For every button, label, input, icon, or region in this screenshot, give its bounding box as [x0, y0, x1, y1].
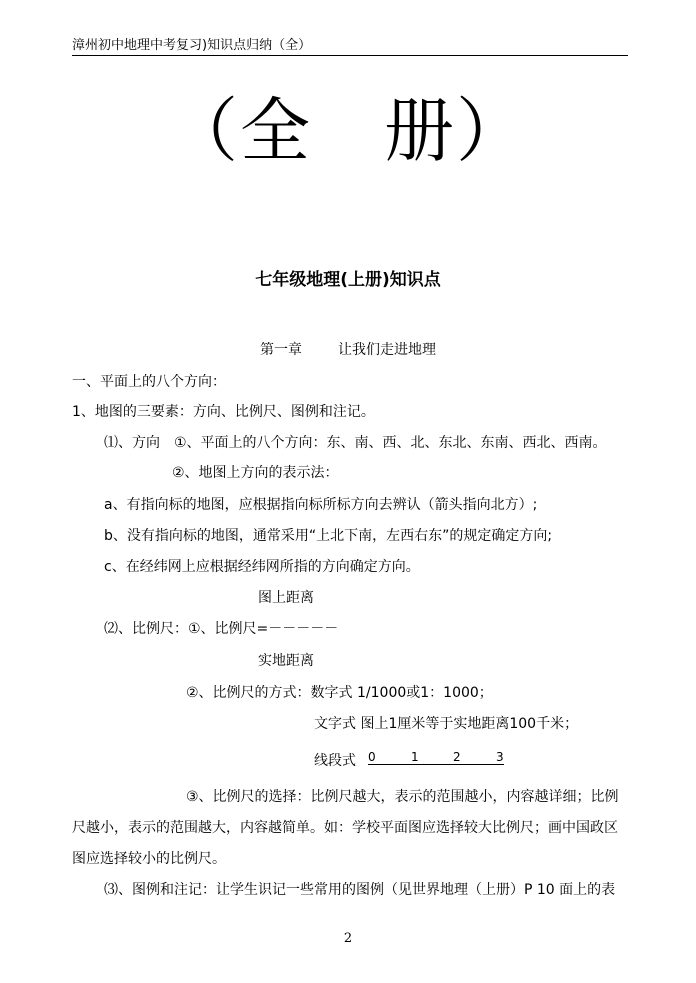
chapter-number: 第一章: [260, 342, 302, 358]
text-line: ②、比例尺的方式：数字式 1/1000或1：1000；: [186, 685, 493, 701]
chapter-heading: [0, 343, 696, 357]
text-line: ⑶、图例和注记：让学生识记一些常用的图例（见世界地理（上册）P 10 面上的表: [104, 882, 616, 898]
running-header: 漳州初中地理中考复习)知识点归纳（全）: [72, 38, 312, 53]
scale-label: 线段式: [314, 753, 356, 769]
page-number: 2: [343, 931, 353, 946]
header-rule: [72, 55, 628, 56]
text-line: ③、比例尺的选择：比例尺越大，表示的范围越小，内容越详细；比例: [186, 789, 619, 805]
fraction-denominator: 实地距离: [258, 653, 314, 669]
scale-tick-2: 2: [453, 750, 461, 764]
text-line: 尺越小，表示的范围越大，内容越简单。如：学校平面图应选择较大比例尺；画中国政区: [72, 820, 618, 836]
volume-title: （全 册）: [168, 90, 528, 172]
text-line: a、有指向标的地图，应根据指向标所标方向去辨认（箭头指向北方）;: [104, 497, 538, 513]
text-line: c、在经纬网上应根据经纬网所指的方向确定方向。: [104, 559, 420, 575]
text-line: 图应选择较小的比例尺。: [72, 851, 226, 867]
text-line: 文字式 图上1厘米等于实地距离100千米；: [314, 716, 579, 732]
scale-tick-1: 1: [411, 750, 419, 764]
text-line: ②、地图上方向的表示法：: [172, 465, 339, 481]
text-line: ⑴、方向 ①、平面上的八个方向：东、南、西、北、东北、东南、西北、西南。: [104, 435, 607, 451]
scale-bar-line: [368, 764, 504, 765]
text-line: 1、地图的三要素：方向、比例尺、图例和注记。: [72, 404, 375, 420]
fraction-numerator: 图上距离: [258, 590, 314, 606]
text-line: 一、平面上的八个方向：: [72, 374, 226, 390]
text-line: ⑵、比例尺：①、比例尺=－－－－－: [104, 621, 339, 637]
scale-tick-0: 0: [368, 750, 376, 764]
scale-tick-3: 3: [496, 750, 504, 764]
section-title: 七年级地理(上册)知识点: [255, 270, 441, 290]
text-line: b、没有指向标的地图，通常采用“上北下南，左西右东”的规定确定方向;: [104, 528, 553, 544]
chapter-name: 让我们走进地理: [338, 342, 436, 358]
